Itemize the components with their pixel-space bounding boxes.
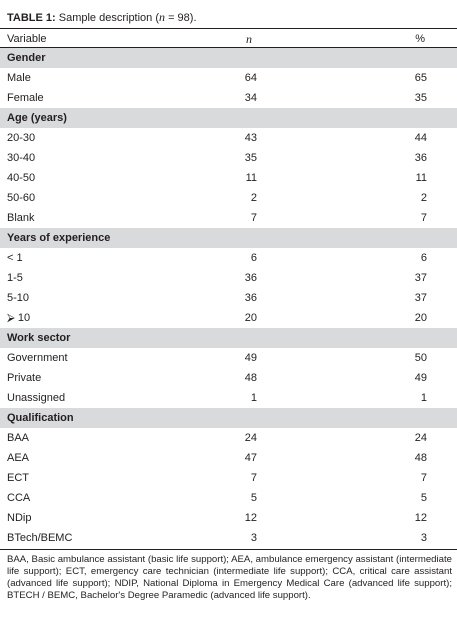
table-row [0, 248, 457, 268]
row-label: BAA [7, 432, 30, 444]
table-footnote: BAA, Basic ambulance assistant (basic life support); AEA, ambulance emergency assistant (intermediate life support); ECT, emergency care technician (intermediate life support); CCA, critical care assistant (advanced life support); NDIP, National Diploma in Emergency Medical Care (advanced life support); BTECH / BEMC, Bachelor's Degree Paramedic (advanced life support). [7, 554, 452, 601]
section-header-row [0, 328, 457, 348]
table-row [0, 208, 457, 228]
caption-text-before: Sample description ( [55, 12, 160, 24]
table-row [0, 388, 457, 408]
cell-percent: 7 [420, 212, 427, 224]
table-row [0, 508, 457, 528]
table-header-row [0, 28, 457, 48]
section-header-row [0, 108, 457, 128]
cell-n: 11 [245, 172, 257, 184]
cell-percent: 37 [414, 292, 427, 304]
caption-n-symbol: n [159, 10, 166, 24]
section-label: Gender [7, 52, 46, 64]
table-row [0, 268, 457, 288]
cell-percent: 1 [420, 392, 427, 404]
cell-percent: 20 [414, 312, 427, 324]
cell-n: 47 [244, 452, 257, 464]
table-row [0, 528, 457, 548]
row-label: 5-10 [7, 292, 30, 304]
table-row [0, 428, 457, 448]
table-row [0, 368, 457, 388]
cell-percent: 44 [414, 132, 427, 144]
cell-n: 6 [250, 252, 257, 264]
table-row [0, 88, 457, 108]
table-row [0, 348, 457, 368]
cell-n: 5 [250, 492, 257, 504]
header-n: n [246, 32, 252, 46]
cell-n: 7 [250, 472, 257, 484]
cell-percent: 11 [415, 172, 427, 184]
row-label: Male [7, 72, 31, 84]
cell-percent: 7 [420, 472, 427, 484]
section-header-row [0, 408, 457, 428]
table-row [0, 468, 457, 488]
table-row [0, 448, 457, 468]
row-label: ECT [7, 472, 29, 484]
cell-n: 35 [244, 152, 257, 164]
cell-n: 64 [244, 72, 257, 84]
table-row [0, 168, 457, 188]
cell-n: 24 [244, 432, 257, 444]
table-row [0, 188, 457, 208]
row-label: 20-30 [7, 132, 36, 144]
cell-percent: 6 [420, 252, 427, 264]
cell-n: 48 [244, 372, 257, 384]
section-label: Age (years) [7, 112, 67, 124]
cell-n: 12 [244, 512, 257, 524]
table-caption [7, 11, 197, 25]
header-percent: % [415, 33, 425, 45]
section-header-row [0, 228, 457, 248]
row-label: Blank [7, 212, 35, 224]
caption-label: TABLE 1: [7, 12, 56, 24]
cell-percent: 50 [414, 352, 427, 364]
cell-percent: 2 [420, 192, 427, 204]
caption-text-after: = 98). [165, 12, 197, 24]
cell-n: 20 [244, 312, 257, 324]
cell-percent: 3 [420, 532, 427, 544]
table-row [0, 68, 457, 88]
row-label: CCA [7, 492, 31, 504]
section-label: Years of experience [7, 232, 111, 244]
cell-percent: 48 [414, 452, 427, 464]
cell-n: 3 [250, 532, 257, 544]
cell-n: 43 [244, 132, 257, 144]
table-row [0, 128, 457, 148]
row-label: Female [7, 92, 44, 104]
row-label: AEA [7, 452, 30, 464]
row-label: ⮚ 10 [7, 312, 31, 324]
table-bottom-rule [0, 549, 457, 550]
row-label: Unassigned [7, 392, 66, 404]
row-label: 30-40 [7, 152, 36, 164]
section-label: Qualification [7, 412, 74, 424]
table-row [0, 288, 457, 308]
table-row [0, 308, 457, 328]
cell-n: 49 [244, 352, 257, 364]
table-body [0, 48, 457, 548]
cell-n: 7 [250, 212, 257, 224]
cell-n: 36 [244, 272, 257, 284]
row-label: NDip [7, 512, 32, 524]
row-label: 1-5 [7, 272, 23, 284]
cell-percent: 5 [420, 492, 427, 504]
cell-n: 2 [250, 192, 257, 204]
cell-percent: 49 [414, 372, 427, 384]
cell-percent: 65 [414, 72, 427, 84]
sample-description-table [0, 28, 457, 548]
table-row [0, 488, 457, 508]
cell-percent: 37 [414, 272, 427, 284]
cell-n: 34 [244, 92, 257, 104]
row-label: 50-60 [7, 192, 36, 204]
cell-n: 36 [244, 292, 257, 304]
section-header-row [0, 48, 457, 68]
section-label: Work sector [7, 332, 71, 344]
cell-percent: 36 [414, 152, 427, 164]
cell-percent: 24 [414, 432, 427, 444]
row-label: 40-50 [7, 172, 36, 184]
cell-n: 1 [250, 392, 257, 404]
header-variable: Variable [7, 33, 47, 45]
row-label: BTech/BEMC [7, 532, 73, 544]
cell-percent: 12 [414, 512, 427, 524]
row-label: Private [7, 372, 42, 384]
row-label: < 1 [7, 252, 23, 264]
row-label: Government [7, 352, 68, 364]
table-row [0, 148, 457, 168]
cell-percent: 35 [414, 92, 427, 104]
